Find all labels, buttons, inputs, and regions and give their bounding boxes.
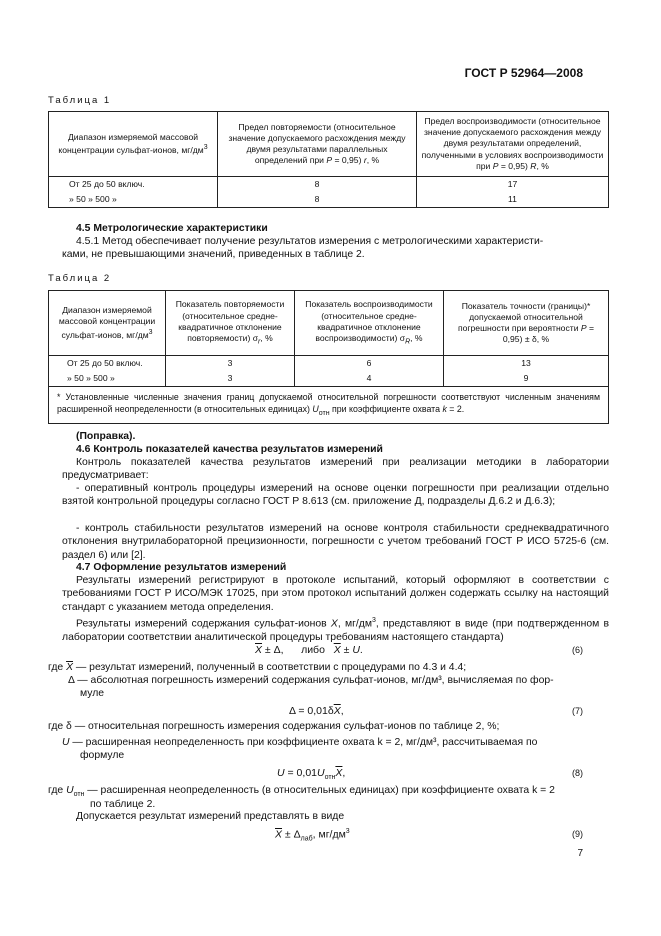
where-u-rel-line1: где $U_{отн}$ — расширенная неопределенность (в относительных единицах) при коэффициенте охвата k = 2 — [48, 785, 555, 799]
table2-cell: 3 — [166, 356, 295, 372]
table2-cell: От 25 до 50 включ. — [49, 356, 166, 372]
table2-cell: 13 — [444, 356, 609, 372]
where-u-line1: U — расширенная неопределенность при коэффициенте охвата k = 2, мг/дм³, рассчитываемая по — [62, 737, 538, 748]
table2-cell: 3 — [166, 371, 295, 387]
table1-header-reprod: Предел воспроизводимости (относительное значение допускаемого расхождения между двумя результатами определений, полученными в условиях воспроизводимости при P = 0,95) R, % — [417, 112, 609, 177]
section-4-7-title: 4.7 Оформление результатов измерений — [76, 562, 287, 573]
table1-cell: 8 — [218, 192, 417, 208]
table2-footnote: * Установленные численные значения границ допускаемой относительной погрешности соответствуют численным значениям расширенной неопределенности (в относительных единицах) $U_{отн}$ при коэффициенте охвата k = 2. — [49, 387, 609, 423]
equation-8: $U = 0,01U_{отн}\overline{X}$, — [277, 767, 346, 782]
equation-or-word: либо — [301, 644, 325, 656]
equation-7: $\Delta = 0,01\delta\overline{X}$, — [289, 705, 344, 717]
table1-header-repeat: Предел повторяемости (относительное значение допускаемого расхождения между двумя результатами параллельных определений при P = 0,95) r, % — [218, 112, 417, 177]
table-row — [49, 192, 609, 208]
equation-6-number: (6) — [572, 645, 583, 655]
equation-8-number: (8) — [572, 768, 583, 778]
table2-cell: 9 — [444, 371, 609, 387]
where-delta-line1: Δ — абсолютная погрешность измерений содержания сульфат-ионов, мг/дм³, вычисляемая по фор- — [68, 675, 554, 686]
table2-cell: 6 — [295, 356, 444, 372]
table1-header-range: Диапазон измеряемой массовой концентрации сульфат-ионов, $мг/дм^3$ — [49, 112, 218, 177]
section-4-6-p3: - контроль стабильности результатов измерений на основе контроля стабильности среднеквадратичного отклонения внутрилабораторной прецизионности, погрешности с учетом требований ГОСТ Р ИСО 5725-6 (см. раздел 6) или [2]. — [62, 523, 609, 561]
where-x-bar-text: — результат измерений, полученный в соответствии с процедурами по 4.3 и 4.4; — [75, 662, 467, 673]
where-delta-text: — абсолютная погрешность измерений содержания сульфат-ионов, мг/дм³, вычисляемая по фор- — [77, 675, 554, 686]
table2-cell: » 50 » 500 » — [49, 371, 166, 387]
table-row — [49, 356, 609, 372]
section-4-5-title: 4.5 Метрологические характеристики — [76, 223, 268, 234]
table2-header-repeat: Показатель повторяемости (относительное средне-квадратичное отклонение повторяемости) $\sigma_r$, % — [166, 291, 295, 356]
table1-cell: 11 — [417, 192, 609, 208]
document-header: ГОСТ Р 52964—2008 — [464, 66, 583, 80]
equation-9: $\overline{X} \pm \Delta_{лаб}$, $мг/дм^3$ — [275, 828, 350, 843]
table2-header-accuracy: Показатель точности (границы)* допускаемой относительной погрешности при вероятности P = 0,95) ± δ, % — [444, 291, 609, 356]
where-x-bar: где $\overline{X}$ — результат измерений, полученный в соответствии с процедурами по 4.3 и 4.4; — [48, 662, 467, 673]
table-row — [49, 371, 609, 387]
correction-note: (Поправка). — [76, 431, 136, 442]
where-u-rel-text: — расширенная неопределенность (в относительных единицах) при коэффициенте охвата k = 2 — [87, 785, 555, 796]
where-u-rel-line2: по таблице 2. — [90, 799, 156, 810]
equation-6: $\overline{X} \pm \Delta$, либо $\overline{X} \pm U$. — [255, 644, 363, 656]
table1-cell: От 25 до 50 включ. — [49, 177, 218, 193]
table1 — [48, 111, 609, 208]
table-row — [49, 177, 609, 193]
section-4-7-p2: Результаты измерений содержания сульфат-ионов X, $мг/дм^3$, представляют в виде (при подтвержденном в лаборатории соответствии аналитической процедуры требованиям настоящего стандарта) — [62, 617, 609, 643]
table2-header-reprod: Показатель воспроизводимости (относительное средне-квадратичное отклонение воспроизводимости) $\sigma_R$, % — [295, 291, 444, 356]
section-4-6-p1: Контроль показателей качества результатов измерений при реализации методики в лаборатории предусматривает: — [62, 457, 609, 482]
last-paragraph: Допускается результат измерений представлять в виде — [76, 811, 345, 822]
section-4-5-1-line1: 4.5.1 Метод обеспечивает получение результатов измерения с метрологическими характеристи- — [76, 236, 544, 247]
table1-cell: 8 — [218, 177, 417, 193]
table1-cell: » 50 » 500 » — [49, 192, 218, 208]
where-delta-rel: где δ — относительная погрешность измерения содержания сульфат-ионов по таблице 2, %; — [48, 721, 500, 732]
page-number: 7 — [577, 848, 583, 859]
section-4-6-p2: - оперативный контроль процедуры измерений на основе оценки погрешности при реализации отдельно взятой контрольной процедуры согласно ГОСТ Р 8.613 (см. приложение Д, подразделы Д.6.2 и Д.6.3); — [62, 483, 609, 508]
section-4-7-p1: Результаты измерений регистрируют в протоколе испытаний, который оформляют в соответствии с требованиями ГОСТ Р ИСО/МЭК 17025, при этом протокол испытаний должен содержать ссылку на настоящий стандарт с указанием метода определения. — [62, 575, 609, 613]
where-u-text: — расширенная неопределенность при коэффициенте охвата k = 2, мг/дм³, рассчитываемая по — [72, 737, 538, 748]
where-u-line2: формуле — [80, 750, 125, 761]
where-delta-line2: муле — [80, 688, 105, 699]
table1-caption: Таблица 1 — [48, 95, 112, 106]
table2 — [48, 290, 609, 424]
table2-header-range: Диапазон измеряемой массовой концентрации сульфат-ионов, $мг/дм^3$ — [49, 291, 166, 356]
table2-caption: Таблица 2 — [48, 273, 112, 284]
section-4-5-1-line2: ками, не превышающими значений, приведенных в таблице 2. — [62, 249, 365, 260]
equation-7-number: (7) — [572, 706, 583, 716]
section-4-6-title: 4.6 Контроль показателей качества результатов измерений — [76, 444, 383, 455]
table2-cell: 4 — [295, 371, 444, 387]
table1-cell: 17 — [417, 177, 609, 193]
where-delta-rel-text: — относительная погрешность измерения содержания сульфат-ионов по таблице 2, %; — [74, 721, 500, 732]
equation-9-number: (9) — [572, 829, 583, 839]
